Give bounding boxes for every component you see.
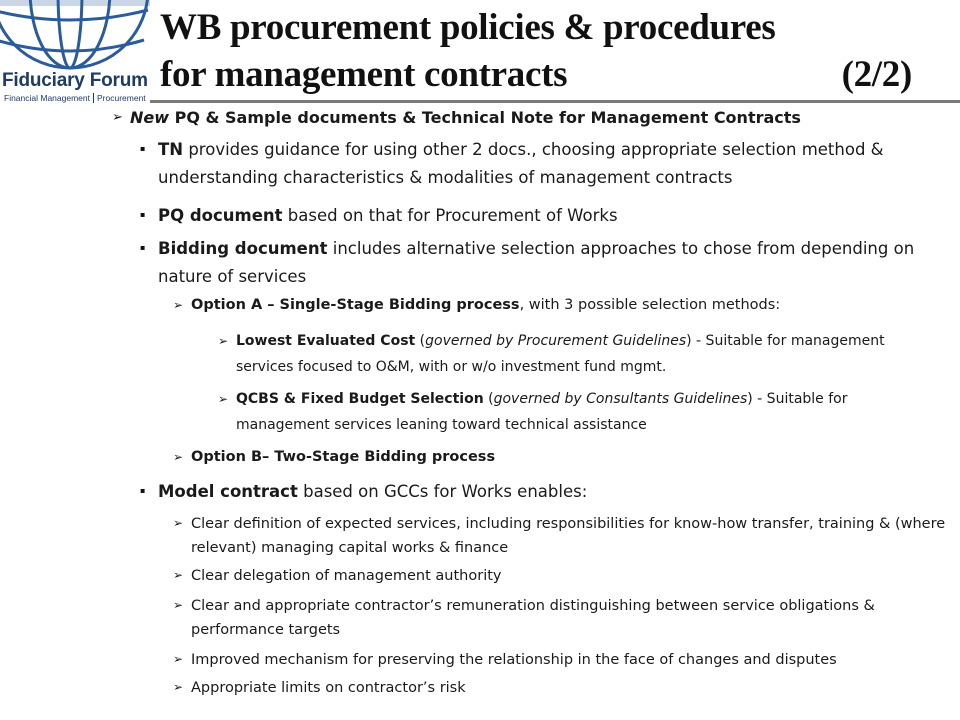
heading-bullet xyxy=(112,108,952,128)
list-item-pq xyxy=(140,202,945,230)
pq-text: based on that for Procurement of Works xyxy=(282,206,618,225)
bidding-label: Bidding document xyxy=(158,239,328,258)
arrow-bullet-icon: ➢ xyxy=(173,568,184,582)
slide-title xyxy=(160,4,950,98)
title-line-2 xyxy=(160,51,912,98)
model-item xyxy=(173,564,953,588)
option-b-label: Option B– Two-Stage Bidding process xyxy=(191,449,496,465)
globe-logo-icon xyxy=(0,0,150,72)
title-divider xyxy=(150,100,960,103)
arrow-bullet-icon: ➢ xyxy=(173,598,184,612)
arrow-bullet-icon: ➢ xyxy=(218,334,229,348)
model-label: Model contract xyxy=(158,482,298,501)
square-bullet-icon: ▪ xyxy=(140,210,146,219)
square-bullet-icon: ▪ xyxy=(140,243,146,252)
heading-text xyxy=(130,108,952,128)
model-item-text: Clear definition of expected services, including responsibilities for know-how transfer, training & (where relevant) managing capital works & finance xyxy=(191,516,946,556)
lec-governed: governed by Procurement Guidelines xyxy=(425,333,687,349)
heading-new: New xyxy=(130,108,170,127)
title-line-1: WB procurement policies & procedures xyxy=(160,7,776,48)
title-page-indicator: (2/2) xyxy=(841,54,912,95)
model-item-text: Improved mechanism for preserving the relationship in the face of changes and disputes xyxy=(191,652,837,668)
model-text: based on GCCs for Works enables: xyxy=(297,482,588,501)
brand-subtitle xyxy=(2,93,147,103)
arrow-bullet-icon: ➢ xyxy=(112,110,123,125)
model-item-text: Clear and appropriate contractor’s remuneration distinguishing between service obligations & performance targets xyxy=(191,598,875,638)
lec-text: - Suitable for management services focused to O&M, with or w/o investment fund mgmt. xyxy=(236,333,885,375)
qcbs-text: - Suitable for management services leaning toward technical assistance xyxy=(236,391,848,433)
model-item-text: Appropriate limits on contractor’s risk xyxy=(191,680,466,696)
model-item xyxy=(173,512,953,560)
brand xyxy=(2,70,147,103)
list-item-qcbs: ➢ QCBS & Fixed Budget Selection (governed by Consultants Guidelines) - Suitable for management services leaning toward technical assistance xyxy=(218,386,940,438)
qcbs-label: QCBS & Fixed Budget Selection xyxy=(236,391,484,407)
lec-label: Lowest Evaluated Cost xyxy=(236,333,416,349)
list-item-lec: ➢ Lowest Evaluated Cost (governed by Procurement Guidelines) - Suitable for management services focused to O&M, with or w/o investment fund mgmt. xyxy=(218,328,940,380)
option-a-text: , with 3 possible selection methods: xyxy=(519,297,781,313)
model-item-text: Clear delegation of management authority xyxy=(191,568,502,584)
pq-label: PQ document xyxy=(158,206,283,225)
brand-sub-left: Financial Management xyxy=(4,93,90,103)
list-item-option-a xyxy=(173,294,943,316)
square-bullet-icon: ▪ xyxy=(140,144,146,153)
arrow-bullet-icon: ➢ xyxy=(173,516,184,530)
list-item-bidding xyxy=(140,235,945,291)
model-item xyxy=(173,676,953,700)
title-line-2-text: for management contracts xyxy=(160,54,568,95)
qcbs-governed: governed by Consultants Guidelines xyxy=(493,391,748,407)
tn-text: provides guidance for using other 2 docs., choosing appropriate selection method & understanding characteristics & modalities of management contracts xyxy=(158,140,884,187)
arrow-bullet-icon: ➢ xyxy=(173,680,184,694)
arrow-bullet-icon: ➢ xyxy=(173,450,184,464)
tn-label: TN xyxy=(158,140,184,159)
logo xyxy=(0,0,150,120)
list-item-option-b xyxy=(173,446,943,468)
list-item-model-contract xyxy=(140,478,945,506)
brand-name: Fiduciary Forum xyxy=(2,70,148,91)
list-item-tn xyxy=(140,136,945,192)
option-a-label: Option A – Single-Stage Bidding process xyxy=(191,297,520,313)
brand-sub-right: Procurement xyxy=(97,93,146,103)
model-item xyxy=(173,648,953,672)
arrow-bullet-icon: ➢ xyxy=(173,652,184,666)
arrow-bullet-icon: ➢ xyxy=(173,298,184,312)
arrow-bullet-icon: ➢ xyxy=(218,392,229,406)
square-bullet-icon: ▪ xyxy=(140,486,146,495)
bidding-text: includes alternative selection approaches to chose from depending on nature of services xyxy=(158,239,915,286)
model-item xyxy=(173,594,953,642)
heading-rest: PQ & Sample documents & Technical Note for Management Contracts xyxy=(169,108,801,127)
